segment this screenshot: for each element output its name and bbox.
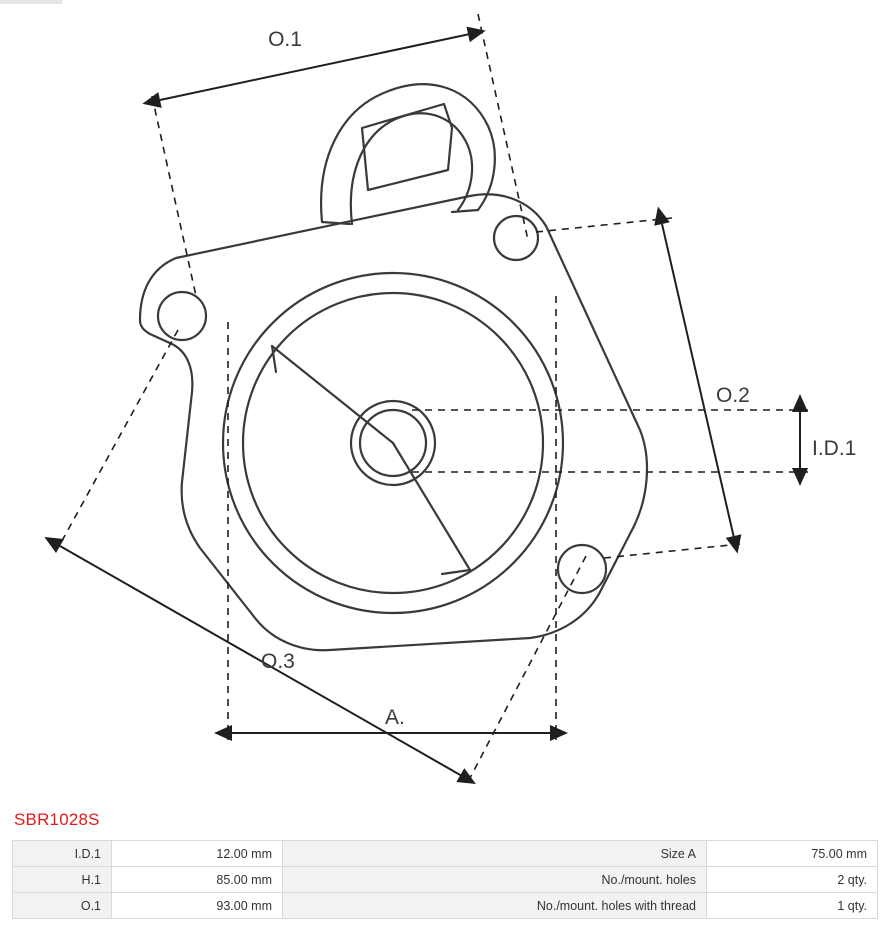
spec-label: I.D.1 <box>13 841 112 867</box>
table-row <box>13 841 878 867</box>
spec-label: H.1 <box>13 867 112 893</box>
specifications-table <box>12 840 878 919</box>
label-id1: I.D.1 <box>812 437 857 460</box>
spec-label-secondary: No./mount. holes with thread <box>283 893 707 919</box>
mount-hole-left <box>158 292 206 340</box>
dimension-labels <box>261 28 856 729</box>
spec-value: 93.00 mm <box>112 893 283 919</box>
ext-o1-right <box>478 14 528 240</box>
dimension-extension-lines <box>58 14 808 778</box>
ext-o2-top <box>536 218 672 232</box>
label-a: A. <box>385 706 405 729</box>
table-row <box>13 867 878 893</box>
spec-label: O.1 <box>13 893 112 919</box>
spec-value-secondary: 1 qty. <box>707 893 878 919</box>
dim-line-o2 <box>662 224 734 538</box>
spec-label-secondary: Size A <box>283 841 707 867</box>
label-o1: O.1 <box>268 28 302 51</box>
spoke-upper-left <box>272 346 393 443</box>
spec-value: 85.00 mm <box>112 867 283 893</box>
mount-hole-top <box>494 216 538 260</box>
label-o2: O.2 <box>716 384 750 407</box>
ext-o3-upper <box>58 330 178 548</box>
spec-value: 12.00 mm <box>112 841 283 867</box>
spec-label-secondary: No./mount. holes <box>283 867 707 893</box>
dim-line-o1 <box>160 34 470 100</box>
part-code: SBR1028S <box>14 810 100 829</box>
dimension-arrow-lines <box>60 34 800 776</box>
top-bracket-outer <box>321 84 495 222</box>
label-o3: O.3 <box>261 650 295 673</box>
spec-value-secondary: 75.00 mm <box>707 841 878 867</box>
mount-hole-bottom-right <box>558 545 606 593</box>
spec-value-secondary: 2 qty. <box>707 867 878 893</box>
housing-body <box>140 194 647 650</box>
ext-o1-left <box>152 96 196 296</box>
part-outline <box>140 84 647 650</box>
table-row <box>13 893 878 919</box>
bracket-foot-right <box>452 210 478 212</box>
